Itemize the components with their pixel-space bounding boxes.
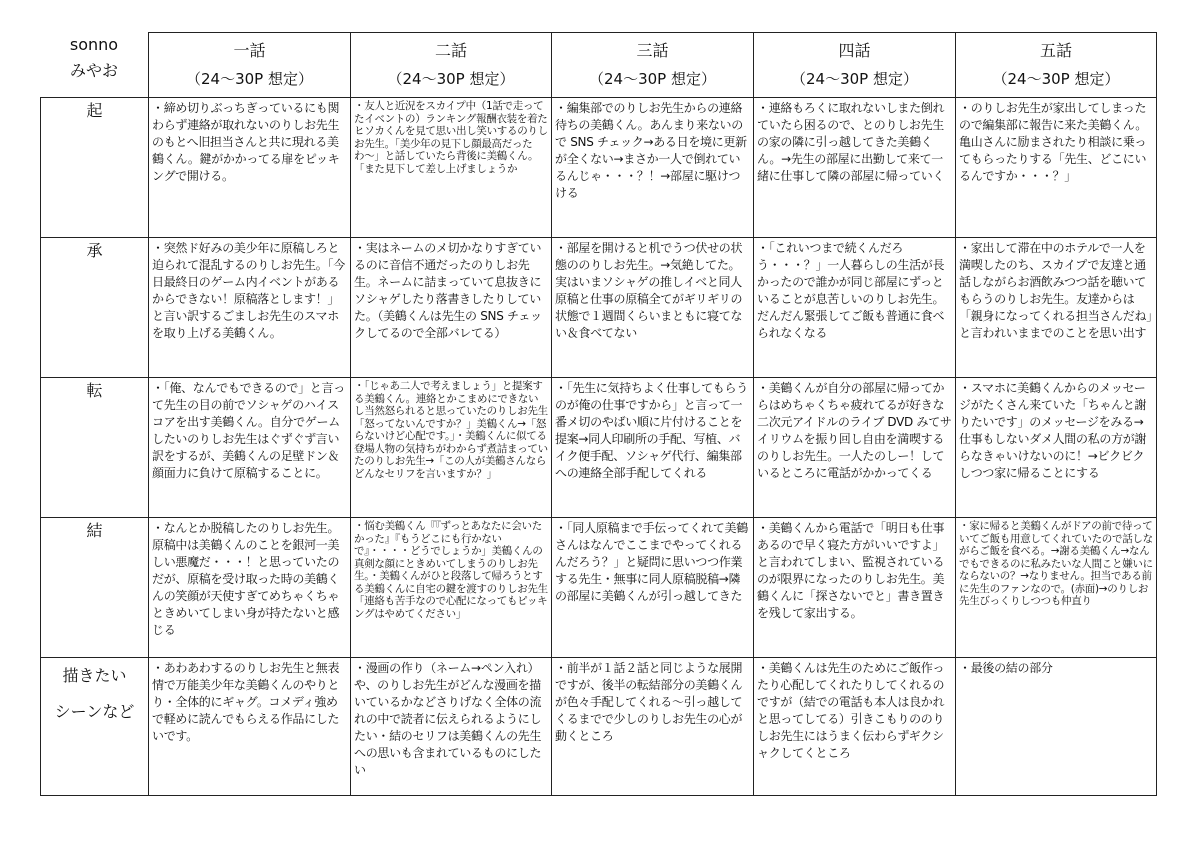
row-ki	[41, 98, 1157, 238]
cell-ep2-ten	[351, 378, 552, 518]
cell-ep5-ten	[956, 378, 1157, 518]
plot-table	[40, 32, 1157, 796]
cell-text: ・部屋を開けると机でうつ伏せの状態ののりしお先生。→気絶してた。実はいまソシャゲの推しイベと同人原稿と仕事の原稿全てがギリギリの状態で１週間くらいまともに寝てない＆食べてない	[555, 241, 743, 340]
row-label-line: シーンなど	[54, 702, 135, 721]
episode-header-4	[754, 33, 956, 98]
cell-ep3-ketsu	[552, 518, 754, 658]
cell-text: ・スマホに美鶴くんからのメッセージがたくさん来ていた「ちゃんと謝りたいです」のメッセージをみる→仕事もしないダメ人間の私の方が謝らなきゃいけないのに！→ビクビクしつつ家に帰ることにする	[959, 381, 1147, 480]
cell-text: ・家出して滞在中のホテルで一人を満喫したのち、スカイプで友達と通話しながらお酒飲みつつ話を聴いてもらうのりしお先生。友達からは「親身になってくれる担当さんだね」と言われいままでのことを思い出す	[959, 241, 1152, 340]
row-ten	[41, 378, 1157, 518]
cell-ep1-scenes	[149, 658, 351, 796]
cell-text: ・「じゃあ二人で考えましょう」と提案する美鶴くん。連絡とかこまめにできないし当然怒られると思っていたのりしお先生「怒ってないんですか？」美鶴くん→「怒らないけど心配です。」・美鶴くんに似てる登場人物の気持ちがわからず煮詰まっていたのりしお先生→「この人が美鶴さんならどんなセリフを言いますか？」	[354, 380, 548, 480]
cell-ep3-sho	[552, 238, 754, 378]
cell-ep3-ki	[552, 98, 754, 238]
cell-text: ・美鶴くんは先生のためにご飯作ったり心配してくれたりしてくれるのですが（結での電話も本人は良かれと思ってしてる）引きこもりののりしお先生にはうまく伝わらずギクシャクしてくところ	[757, 661, 945, 760]
row-label-sho: 承	[41, 238, 149, 378]
cell-ep4-ki	[754, 98, 956, 238]
cell-text: ・連絡もろくに取れないしまた倒れていたら困るので、とのりしお先生の家の隣に引っ越してきた美鶴くん。→先生の部屋に出勤して来て一緒に仕事して隣の部屋に帰っていく	[757, 101, 945, 183]
cell-text: ・「同人原稿まで手伝ってくれて美鶴さんはなんでここまでやってくれるんだろう？」と疑問に思いつつ作業する先生・無事に同人原稿脱稿→隣の部屋に美鶴くんが引っ越してきた	[555, 521, 748, 603]
cell-ep2-ki	[351, 98, 552, 238]
cell-text: ・締め切りぶっちぎっているにも関わらず連絡が取れないのりしお先生のもとへ旧担当さんと共に現れる美鶴くん。鍵がかかってる扉をピッキングで開ける。	[152, 101, 340, 183]
cell-ep5-ketsu	[956, 518, 1157, 658]
cell-ep2-ketsu	[351, 518, 552, 658]
cell-ep1-ki	[149, 98, 351, 238]
cell-ep4-scenes	[754, 658, 956, 796]
row-ketsu	[41, 518, 1157, 658]
cell-text: ・なんとか脱稿したのりしお先生。原稿中は美鶴くんのことを銀河一美しい悪魔だ・・・！と思っていたのだが、原稿を受け取った時の美鶴くんの笑顔が天使すぎてめちゃくちゃときめいてしまい身が持たないと感じる	[152, 521, 340, 637]
cell-ep2-scenes	[351, 658, 552, 796]
row-label-line: 描きたい	[62, 666, 127, 685]
episode-title: 四話	[838, 41, 871, 60]
cell-ep3-ten	[552, 378, 754, 518]
cell-ep1-ketsu	[149, 518, 351, 658]
episode-pages: （24〜30P 想定）	[791, 70, 918, 88]
row-label-ten: 転	[41, 378, 149, 518]
cell-text: ・編集部でのりしお先生からの連絡待ちの美鶴くん。あんまり来ないので SNS チェック→ある日を境に更新が全くない→まさか一人で倒れているんじゃ・・・？！→部屋に駆けつける	[555, 101, 747, 200]
cell-ep4-ketsu	[754, 518, 956, 658]
episode-title: 一話	[233, 41, 266, 60]
cell-ep1-sho	[149, 238, 351, 378]
cell-ep5-ki	[956, 98, 1157, 238]
cell-ep5-scenes	[956, 658, 1157, 796]
cell-text: ・のりしお先生が家出してしまったので編集部に報告に来た美鶴くん。亀山さんに励まされたり相談に乗ってもらったりする「先生、どこにいるんですか・・・？」	[959, 101, 1147, 183]
cell-text: ・美鶴くんが自分の部屋に帰ってからはめちゃくちゃ疲れてるが好きな二次元アイドルのライブ DVD みてサイリウムを振り回し自由を満喫するのりしお先生。一人たのしー！しているところに電話がかかってくる	[757, 381, 952, 480]
episode-title: 三話	[636, 41, 669, 60]
cell-text: ・あわあわするのりしお先生と無表情で万能美少年な美鶴くんのやりとり・全体的にギャグ。コメディ強めで軽めに読んでもらえる作品にしたいです。	[152, 661, 340, 743]
row-sho	[41, 238, 1157, 378]
row-label-scenes	[41, 658, 149, 796]
row-scenes	[41, 658, 1157, 796]
header-row	[41, 33, 1157, 98]
cell-text: ・「先生に気持ちよく仕事してもらうのが俺の仕事ですから」と言って一番メ切のやばい順に片付けることを提案→同人印刷所の手配、写植、バイク便手配、ソシャゲ代行、編集部への連絡全部手配してくれる	[555, 381, 748, 480]
row-label-ketsu: 結	[41, 518, 149, 658]
author-line-2: みやお	[69, 61, 118, 80]
cell-text: ・悩む美鶴くん『『ずっとあなたに会いたかった』『もうどこにも行かないで』・・・・どうでしょうか」美鶴くんの真剣な顔にときめいてしまうのりしお先生。・美鶴くんがひと段落して帰ろうとする美鶴くんに自宅の鍵を渡すのりしお先生「連絡も苦手なので心配になってもピッキングはやめてください」	[354, 520, 548, 620]
cell-text: ・実はネームのメ切かなりすぎているのに音信不通だったのりしお先生。ネームに詰まっていて息抜きにソシャゲしたり落書きしたりしていた。（美鶴くんは先生の SNS チェックしてるので全部バレてる）	[354, 241, 542, 340]
cell-text: ・最後の結の部分	[959, 661, 1053, 675]
episode-title: 五話	[1039, 41, 1072, 60]
episode-pages: （24〜30P 想定）	[186, 70, 313, 88]
cell-ep1-ten	[149, 378, 351, 518]
cell-text: ・「俺、なんでもできるので」と言って先生の目の前でソシャゲのハイスコアを出す美鶴くん。自分でゲームしたいのりしお先生はぐずぐず言い訳をするが、美鶴くんの足壁ドン＆顔面力に負けて原稿することに。	[152, 381, 345, 480]
cell-ep4-sho	[754, 238, 956, 378]
cell-text: ・家に帰ると美鶴くんがドアの前で待っていてご飯も用意してくれていたので話しながらご飯を食べる。→謝る美鶴くん→なんでもできるのに私みたいな人間こと嫌いにならないの？→なりません。担当である前に先生のファンなので。(赤面)→のりしお先生びっくりしつつも仲直り	[959, 520, 1153, 607]
cell-text: ・友人と近況をスカイプ中（1話で走ってたイベントの）ランキング報酬衣装を着たヒソカくんを見て思い出し笑いするのりしお先生。「美少年の見下し顔最高だったわ〜」と話していたら背後に美鶴くん。「また見下して差し上げましょうか	[354, 100, 548, 175]
episode-pages: （24〜30P 想定）	[387, 70, 515, 88]
episode-header-3	[552, 33, 754, 98]
cell-ep5-sho	[956, 238, 1157, 378]
cell-text: ・前半が１話２話と同じような展開ですが、後半の転結部分の美鶴くんが色々手配してくれる〜引っ越してくるまでで少しのりしお先生の心が動くところ	[555, 661, 743, 743]
episode-title: 二話	[434, 41, 467, 60]
cell-text: ・美鶴くんから電話で「明日も仕事あるので早く寝た方がいいですよ」と言われてしまい、監視されているのが限界になったのりしお先生。美鶴くんに「探さないでと」書き置きを残して家出する。	[757, 521, 945, 620]
cell-ep3-scenes	[552, 658, 754, 796]
episode-header-2	[351, 33, 552, 98]
episode-pages: （24〜30P 想定）	[589, 70, 716, 88]
corner-cell	[41, 33, 149, 98]
episode-header-1	[149, 33, 351, 98]
episode-pages: （24〜30P 想定）	[992, 70, 1120, 88]
row-label-ki: 起	[41, 98, 149, 238]
author-line-1: sonno	[69, 35, 119, 54]
cell-text: ・漫画の作り（ネーム→ペン入れ）や、のりしお先生がどんな漫画を描いているかなどさりげなく全体の流れの中で読者に伝えられるようにしたい・結のセリフは美鶴くんの先生への思いも含まれているものにしたい	[354, 661, 542, 777]
cell-text: ・突然ド好みの美少年に原稿しろと迫られて混乱するのりしお先生。「今日最終日のゲーム内イベントがあるからできない！原稿落とします！」と言い訳するごましお先生のスマホを取り上げる美鶴くん。	[152, 241, 345, 340]
cell-text: ・「これいつまで続くんだろう・・・？」一人暮らしの生活が長かったので誰かが同じ部屋にずっといることが息苦しいのりしお先生。だんだん緊張してご飯も普通に食べられなくなる	[757, 241, 945, 340]
cell-ep2-sho	[351, 238, 552, 378]
cell-ep4-ten	[754, 378, 956, 518]
episode-header-5	[956, 33, 1157, 98]
